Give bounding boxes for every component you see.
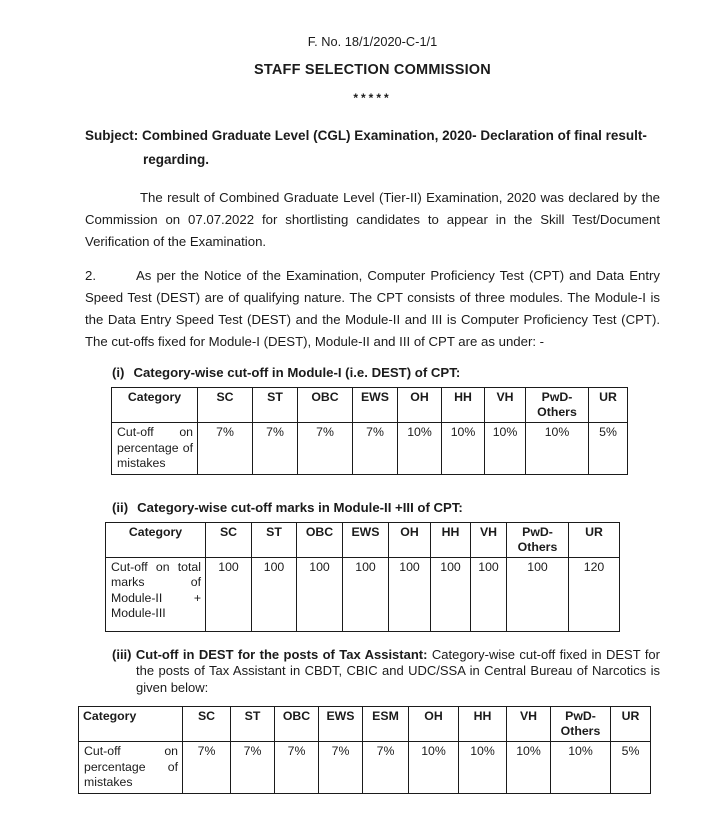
- header-cell-category: Category: [79, 707, 183, 742]
- value-cell-pwd-others: 100: [507, 557, 569, 631]
- value-cell-st: 7%: [231, 742, 275, 794]
- value-cell-vh: 10%: [507, 742, 551, 794]
- row-label-cell: Cut-off on percentage of mistakes: [79, 742, 183, 794]
- value-cell-pwd-others: 10%: [526, 423, 589, 475]
- subject-text-line1: Combined Graduate Level (CGL) Examination, 2020- Declaration of final result-: [142, 128, 647, 143]
- header-cell-obc: OBC: [297, 522, 343, 557]
- para-result-declaration: The result of Combined Graduate Level (Tier-II) Examination, 2020 was declared by the Commission on 07.07.2022 for shortlisting candidates to appear in the Skill Test/Document Verification of the Examination.: [85, 190, 660, 249]
- subject-text-line2: regarding.: [143, 152, 210, 167]
- value-cell-oh: 10%: [398, 423, 442, 475]
- header-cell-esm: ESM: [363, 707, 409, 742]
- header-cell-oh: OH: [409, 707, 459, 742]
- header-cell-oh: OH: [398, 388, 442, 423]
- tax-assistant-dest-cutoff-table: [78, 706, 651, 794]
- value-cell-ur: 5%: [589, 423, 628, 475]
- header-cell-hh: HH: [459, 707, 507, 742]
- value-cell-esm: 7%: [363, 742, 409, 794]
- dest-cutoff-header-row: [112, 388, 628, 423]
- cpt-marks-header-row: [106, 522, 620, 557]
- subject-line: [85, 124, 660, 172]
- header-cell-sc: SC: [206, 522, 252, 557]
- value-cell-st: 7%: [253, 423, 298, 475]
- section-ii-heading-text: Category-wise cut-off marks in Module-II +III of CPT:: [137, 499, 463, 515]
- section-iii-marker: (iii): [112, 646, 132, 662]
- header-cell-pwd-others: PwD-Others: [507, 522, 569, 557]
- para-cpt-dest-qualifying: [85, 265, 660, 353]
- value-cell-vh: 10%: [485, 423, 526, 475]
- dest-cutoff-table: [111, 387, 628, 475]
- header-cell-pwd-others: PwD-Others: [551, 707, 611, 742]
- row-label-cell: Cut-off on total marks of Module-II + Module-III: [106, 557, 206, 631]
- value-cell-sc: 7%: [198, 423, 253, 475]
- value-cell-vh: 100: [471, 557, 507, 631]
- header-cell-ur: UR: [611, 707, 651, 742]
- section-ii-heading: [112, 500, 660, 515]
- para2-text: As per the Notice of the Examination, Computer Proficiency Test (CPT) and Data Entry Speed Test (DEST) are of qualifying nature. The CPT consists of three modules. The Module-I is the Data Entry Speed Test (DEST) and the Module-II and III is Computer Proficiency Test (CPT). The cut-offs fixed for Module-I (DEST), Module-II and III of CPT are as under: -: [85, 268, 660, 349]
- value-cell-obc: 100: [297, 557, 343, 631]
- header-cell-pwd-others: PwD-Others: [526, 388, 589, 423]
- commission-title: STAFF SELECTION COMMISSION: [254, 62, 491, 78]
- header-cell-ews: EWS: [343, 522, 389, 557]
- value-cell-sc: 100: [206, 557, 252, 631]
- header-cell-ews: EWS: [319, 707, 363, 742]
- value-cell-sc: 7%: [183, 742, 231, 794]
- header-cell-ur: UR: [589, 388, 628, 423]
- value-cell-hh: 100: [431, 557, 471, 631]
- header-cell-obc: OBC: [298, 388, 353, 423]
- cpt-marks-data-row: [106, 557, 620, 631]
- subject-label: Subject:: [85, 128, 139, 143]
- row-label-cell: Cut-off on percentage of mistakes: [112, 423, 198, 475]
- header-cell-sc: SC: [198, 388, 253, 423]
- section-i-heading-text: Category-wise cut-off in Module-I (i.e. DEST) of CPT:: [133, 365, 461, 380]
- tax-assistant-header-row: [79, 707, 651, 742]
- value-cell-oh: 100: [389, 557, 431, 631]
- value-cell-pwd-others: 10%: [551, 742, 611, 794]
- section-iii-heading-bold: Cut-off in DEST for the posts of Tax Assistant:: [135, 646, 428, 662]
- section-ii-marker: (ii): [112, 499, 129, 515]
- value-cell-hh: 10%: [459, 742, 507, 794]
- section-i-heading: [112, 365, 660, 380]
- section-iii-paragraph: [112, 647, 660, 697]
- header-cell-st: ST: [231, 707, 275, 742]
- file-number: F. No. 18/1/2020-C-1/1: [307, 34, 438, 49]
- header-cell-vh: VH: [507, 707, 551, 742]
- value-cell-obc: 7%: [298, 423, 353, 475]
- header-cell-ur: UR: [569, 522, 620, 557]
- header-cell-obc: OBC: [275, 707, 319, 742]
- header-cell-st: ST: [253, 388, 298, 423]
- section-i-marker: (i): [112, 365, 125, 380]
- header-cell-ews: EWS: [353, 388, 398, 423]
- header-cell-st: ST: [252, 522, 297, 557]
- header-cell-oh: OH: [389, 522, 431, 557]
- header-cell-category: Category: [112, 388, 198, 423]
- para2-number: 2.: [85, 268, 96, 283]
- value-cell-ews: 7%: [353, 423, 398, 475]
- header-cell-vh: VH: [485, 388, 526, 423]
- separator-stars: *****: [353, 91, 392, 105]
- header-cell-category: Category: [106, 522, 206, 557]
- value-cell-ur: 120: [569, 557, 620, 631]
- value-cell-ur: 5%: [611, 742, 651, 794]
- header-cell-vh: VH: [471, 522, 507, 557]
- value-cell-ews: 7%: [319, 742, 363, 794]
- header-cell-hh: HH: [431, 522, 471, 557]
- header-cell-hh: HH: [442, 388, 485, 423]
- dest-cutoff-data-row: [112, 423, 628, 475]
- tax-assistant-data-row: [79, 742, 651, 794]
- value-cell-obc: 7%: [275, 742, 319, 794]
- value-cell-st: 100: [252, 557, 297, 631]
- cpt-marks-cutoff-table: [105, 522, 620, 632]
- value-cell-oh: 10%: [409, 742, 459, 794]
- section-iii-text: Category-wise cut-off fixed in DEST for the posts of Tax Assistant in CBDT, CBIC and UDC/SSA in Central Bureau of Narcotics is given below:: [136, 646, 660, 695]
- header-cell-sc: SC: [183, 707, 231, 742]
- value-cell-ews: 100: [343, 557, 389, 631]
- value-cell-hh: 10%: [442, 423, 485, 475]
